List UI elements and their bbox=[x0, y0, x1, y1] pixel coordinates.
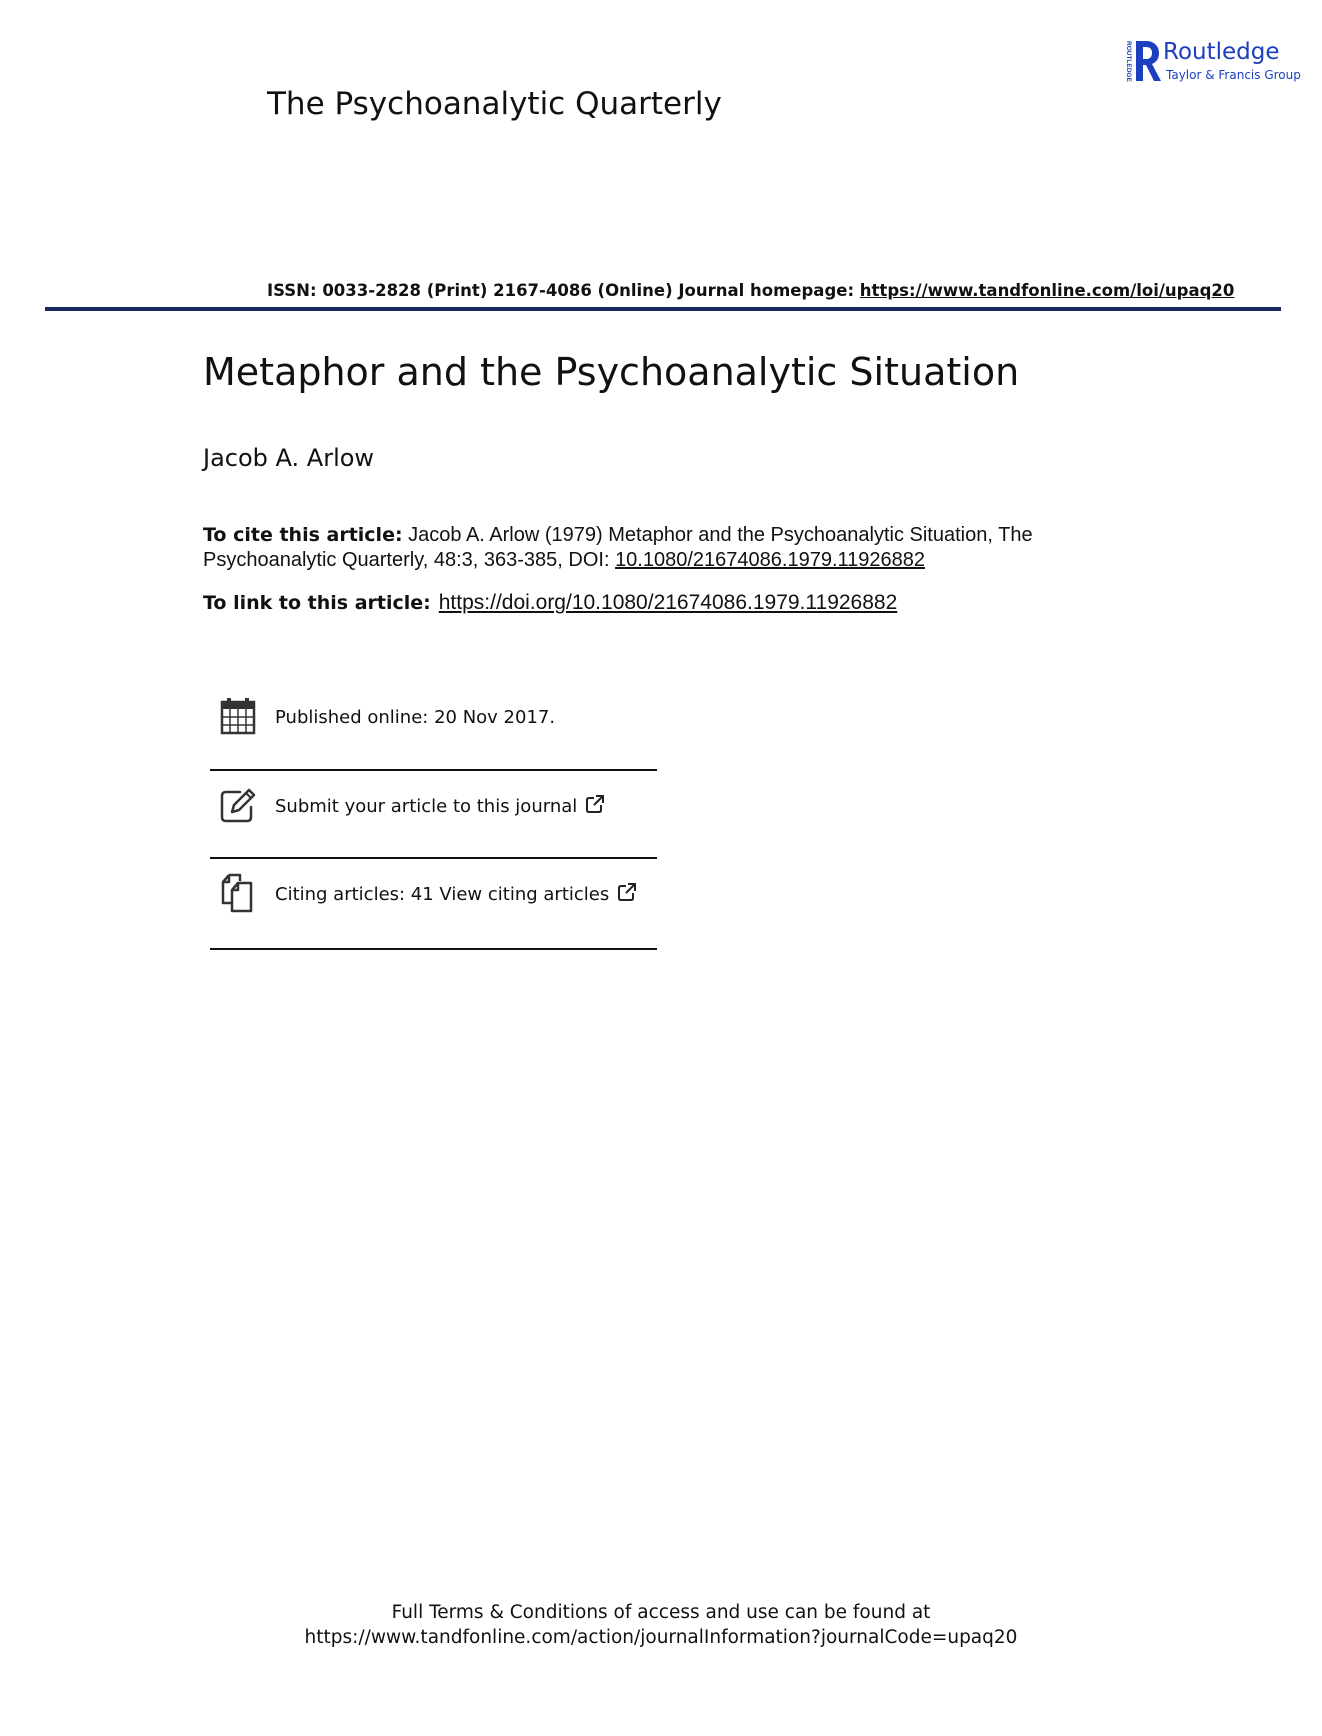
logo-name: Routledge bbox=[1163, 39, 1280, 65]
routledge-logo-icon bbox=[1124, 38, 1162, 84]
submit-row[interactable] bbox=[210, 785, 657, 825]
published-date: Published online: 20 Nov 2017. bbox=[275, 706, 556, 728]
header-rule bbox=[45, 307, 1281, 311]
info-rule-1 bbox=[210, 769, 657, 771]
cite-label: To cite this article: bbox=[203, 524, 403, 546]
external-link-icon bbox=[585, 794, 605, 814]
calendar-icon bbox=[210, 697, 262, 737]
issn-text: ISSN: 0033-2828 (Print) 2167-4086 (Online) Journal homepage: bbox=[267, 281, 860, 300]
external-link-icon bbox=[617, 882, 637, 902]
article-author: Jacob A. Arlow bbox=[203, 444, 375, 472]
edit-icon bbox=[210, 785, 262, 825]
logo-vertical-text: ROUTLEDGE bbox=[1125, 41, 1132, 82]
journal-homepage-link[interactable]: https://www.tandfonline.com/loi/upaq20 bbox=[859, 281, 1235, 300]
submit-text: Submit your article to this journal bbox=[275, 795, 578, 817]
journal-title: The Psychoanalytic Quarterly bbox=[267, 86, 722, 122]
submit-article-link[interactable] bbox=[275, 794, 605, 817]
cite-doi-link[interactable]: 10.1080/21674086.1979.11926882 bbox=[615, 549, 926, 571]
footer-terms: Full Terms & Conditions of access and use can be found at bbox=[391, 1602, 931, 1623]
info-rule-3 bbox=[210, 948, 657, 950]
cite-text: Jacob A. Arlow (1979) Metaphor and the Psychoanalytic Situation, The Psychoanalytic Quarterly, 48:3, 363-385, DOI: bbox=[203, 524, 1033, 571]
documents-icon bbox=[210, 873, 262, 913]
citing-row[interactable] bbox=[210, 873, 657, 913]
citing-text: Citing articles: 41 View citing articles bbox=[275, 883, 610, 905]
article-link-line bbox=[203, 591, 897, 615]
citation-block bbox=[203, 523, 1083, 573]
article-title: Metaphor and the Psychoanalytic Situation bbox=[203, 350, 1020, 394]
link-label: To link to this article: bbox=[203, 592, 431, 614]
issn-line bbox=[267, 281, 1234, 300]
logo-tagline: Taylor & Francis Group bbox=[1166, 68, 1301, 82]
footer-terms-url[interactable]: https://www.tandfonline.com/action/journalInformation?journalCode=upaq20 bbox=[304, 1627, 1018, 1648]
article-doi-link[interactable]: https://doi.org/10.1080/21674086.1979.11926882 bbox=[438, 591, 898, 614]
citing-articles-link[interactable] bbox=[275, 882, 637, 905]
published-row bbox=[210, 697, 657, 737]
info-rule-2 bbox=[210, 857, 657, 859]
publisher-logo[interactable] bbox=[1124, 38, 1301, 88]
